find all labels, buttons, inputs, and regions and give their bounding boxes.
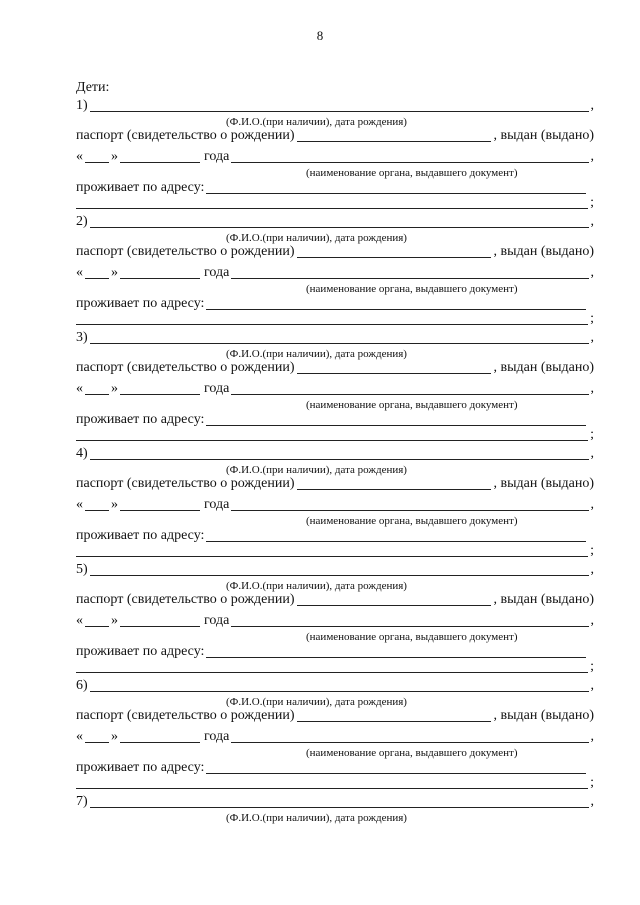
fio-row (76, 444, 594, 462)
address-field-2[interactable] (76, 776, 588, 789)
comma-mark: , (590, 149, 594, 164)
passport-label: паспорт (свидетельство о рождении) (76, 476, 295, 491)
comma-mark: , (590, 729, 594, 744)
authority-caption: (наименование органа, выдавшего документ) (306, 399, 518, 411)
passport-row (76, 242, 594, 260)
address-row-2 (76, 425, 594, 443)
open-quote: « (76, 381, 83, 396)
year-label: года (204, 149, 230, 164)
fio-row (76, 328, 594, 346)
address-field-2[interactable] (76, 660, 588, 673)
fio-caption: (Ф.И.О.(при наличии), дата рождения) (226, 812, 407, 824)
fio-field[interactable] (90, 447, 589, 460)
comma-mark: , (590, 678, 594, 693)
comma-mark: , (590, 794, 594, 809)
issue-month-field[interactable] (120, 614, 200, 627)
close-quote: » (111, 497, 118, 512)
semicolon-mark: ; (590, 311, 594, 326)
issued-label: , выдан (выдано) (493, 128, 594, 143)
comma-mark: , (590, 497, 594, 512)
passport-row (76, 358, 594, 376)
passport-label: паспорт (свидетельство о рождении) (76, 708, 295, 723)
close-quote: » (111, 149, 118, 164)
page-number: 8 (316, 28, 324, 43)
open-quote: « (76, 729, 83, 744)
child-number: 4) (76, 446, 88, 461)
issued-label: , выдан (выдано) (493, 244, 594, 259)
child-number: 7) (76, 794, 88, 809)
address-row-2 (76, 541, 594, 559)
issued-label: , выдан (выдано) (493, 592, 594, 607)
issuing-authority-field[interactable] (231, 614, 588, 627)
passport-number-field[interactable] (297, 593, 492, 606)
issue-month-field[interactable] (120, 150, 200, 163)
issue-date-row (76, 611, 594, 629)
authority-caption: (наименование органа, выдавшего документ) (306, 167, 518, 179)
child-entry (76, 212, 596, 327)
issuing-authority-field[interactable] (231, 730, 588, 743)
passport-row (76, 706, 594, 724)
address-label: проживает по адресу: (76, 412, 205, 427)
semicolon-mark: ; (590, 775, 594, 790)
passport-row (76, 474, 594, 492)
fio-field[interactable] (90, 99, 589, 112)
issue-day-field[interactable] (85, 614, 109, 627)
child-number: 1) (76, 98, 88, 113)
comma-mark: , (590, 330, 594, 345)
semicolon-mark: ; (590, 195, 594, 210)
issued-label: , выдан (выдано) (493, 360, 594, 375)
child-entry (76, 676, 596, 791)
address-row-2 (76, 773, 594, 791)
address-label: проживает по адресу: (76, 180, 205, 195)
issue-date-row (76, 379, 594, 397)
fio-caption: (Ф.И.О.(при наличии), дата рождения) (226, 464, 407, 476)
address-field-2[interactable] (76, 312, 588, 325)
child-entry-last (76, 792, 596, 832)
issue-date-row (76, 147, 594, 165)
year-label: года (204, 497, 230, 512)
open-quote: « (76, 613, 83, 628)
issuing-authority-field[interactable] (231, 266, 588, 279)
child-number: 5) (76, 562, 88, 577)
child-number: 2) (76, 214, 88, 229)
child-number: 6) (76, 678, 88, 693)
address-row-2 (76, 657, 594, 675)
close-quote: » (111, 613, 118, 628)
issue-month-field[interactable] (120, 382, 200, 395)
close-quote: » (111, 265, 118, 280)
fio-row (76, 676, 594, 694)
address-row-2 (76, 193, 594, 211)
issued-label: , выдан (выдано) (493, 708, 594, 723)
fio-field[interactable] (90, 563, 589, 576)
passport-number-field[interactable] (297, 709, 492, 722)
address-field-2[interactable] (76, 544, 588, 557)
passport-number-field[interactable] (297, 129, 492, 142)
fio-row (76, 212, 594, 230)
close-quote: » (111, 729, 118, 744)
fio-field[interactable] (90, 331, 589, 344)
year-label: года (204, 613, 230, 628)
address-label: проживает по адресу: (76, 760, 205, 775)
address-label: проживает по адресу: (76, 644, 205, 659)
child-entry (76, 328, 596, 443)
fio-field[interactable] (90, 679, 589, 692)
passport-label: паспорт (свидетельство о рождении) (76, 592, 295, 607)
issue-day-field[interactable] (85, 266, 109, 279)
issue-month-field[interactable] (120, 266, 200, 279)
semicolon-mark: ; (590, 659, 594, 674)
comma-mark: , (590, 446, 594, 461)
issue-day-field[interactable] (85, 150, 109, 163)
fio-row (76, 96, 594, 114)
fio-caption: (Ф.И.О.(при наличии), дата рождения) (226, 696, 407, 708)
issuing-authority-field[interactable] (231, 382, 588, 395)
fio-row (76, 560, 594, 578)
fio-caption: (Ф.И.О.(при наличии), дата рождения) (226, 348, 407, 360)
authority-caption: (наименование органа, выдавшего документ) (306, 631, 518, 643)
passport-row (76, 590, 594, 608)
comma-mark: , (590, 265, 594, 280)
comma-mark: , (590, 214, 594, 229)
fio-caption: (Ф.И.О.(при наличии), дата рождения) (226, 232, 407, 244)
issuing-authority-field[interactable] (231, 150, 588, 163)
address-label: проживает по адресу: (76, 528, 205, 543)
issue-day-field[interactable] (85, 382, 109, 395)
passport-label: паспорт (свидетельство о рождении) (76, 244, 295, 259)
authority-caption: (наименование органа, выдавшего документ) (306, 515, 518, 527)
comma-mark: , (590, 562, 594, 577)
issue-month-field[interactable] (120, 498, 200, 511)
authority-caption: (наименование органа, выдавшего документ) (306, 747, 518, 759)
child-number: 3) (76, 330, 88, 345)
issuing-authority-field[interactable] (231, 498, 588, 511)
issue-date-row (76, 263, 594, 281)
issue-date-row (76, 727, 594, 745)
fio-row (76, 792, 594, 810)
fio-field[interactable] (90, 795, 589, 808)
fio-caption: (Ф.И.О.(при наличии), дата рождения) (226, 580, 407, 592)
semicolon-mark: ; (590, 543, 594, 558)
issue-month-field[interactable] (120, 730, 200, 743)
open-quote: « (76, 265, 83, 280)
issue-date-row (76, 495, 594, 513)
issued-label: , выдан (выдано) (493, 476, 594, 491)
issue-day-field[interactable] (85, 730, 109, 743)
child-entry (76, 96, 596, 211)
comma-mark: , (590, 98, 594, 113)
child-entry (76, 560, 596, 675)
address-row-2 (76, 309, 594, 327)
address-field-2[interactable] (76, 428, 588, 441)
open-quote: « (76, 149, 83, 164)
fio-field[interactable] (90, 215, 589, 228)
year-label: года (204, 729, 230, 744)
close-quote: » (111, 381, 118, 396)
passport-label: паспорт (свидетельство о рождении) (76, 128, 295, 143)
address-field-2[interactable] (76, 196, 588, 209)
children-heading: Дети: (76, 80, 110, 95)
semicolon-mark: ; (590, 427, 594, 442)
comma-mark: , (590, 381, 594, 396)
passport-number-field[interactable] (297, 477, 492, 490)
passport-number-field[interactable] (297, 361, 492, 374)
passport-number-field[interactable] (297, 245, 492, 258)
fio-caption: (Ф.И.О.(при наличии), дата рождения) (226, 116, 407, 128)
open-quote: « (76, 497, 83, 512)
child-entry (76, 444, 596, 559)
year-label: года (204, 265, 230, 280)
comma-mark: , (590, 613, 594, 628)
address-label: проживает по адресу: (76, 296, 205, 311)
passport-row (76, 126, 594, 144)
issue-day-field[interactable] (85, 498, 109, 511)
year-label: года (204, 381, 230, 396)
authority-caption: (наименование органа, выдавшего документ) (306, 283, 518, 295)
passport-label: паспорт (свидетельство о рождении) (76, 360, 295, 375)
